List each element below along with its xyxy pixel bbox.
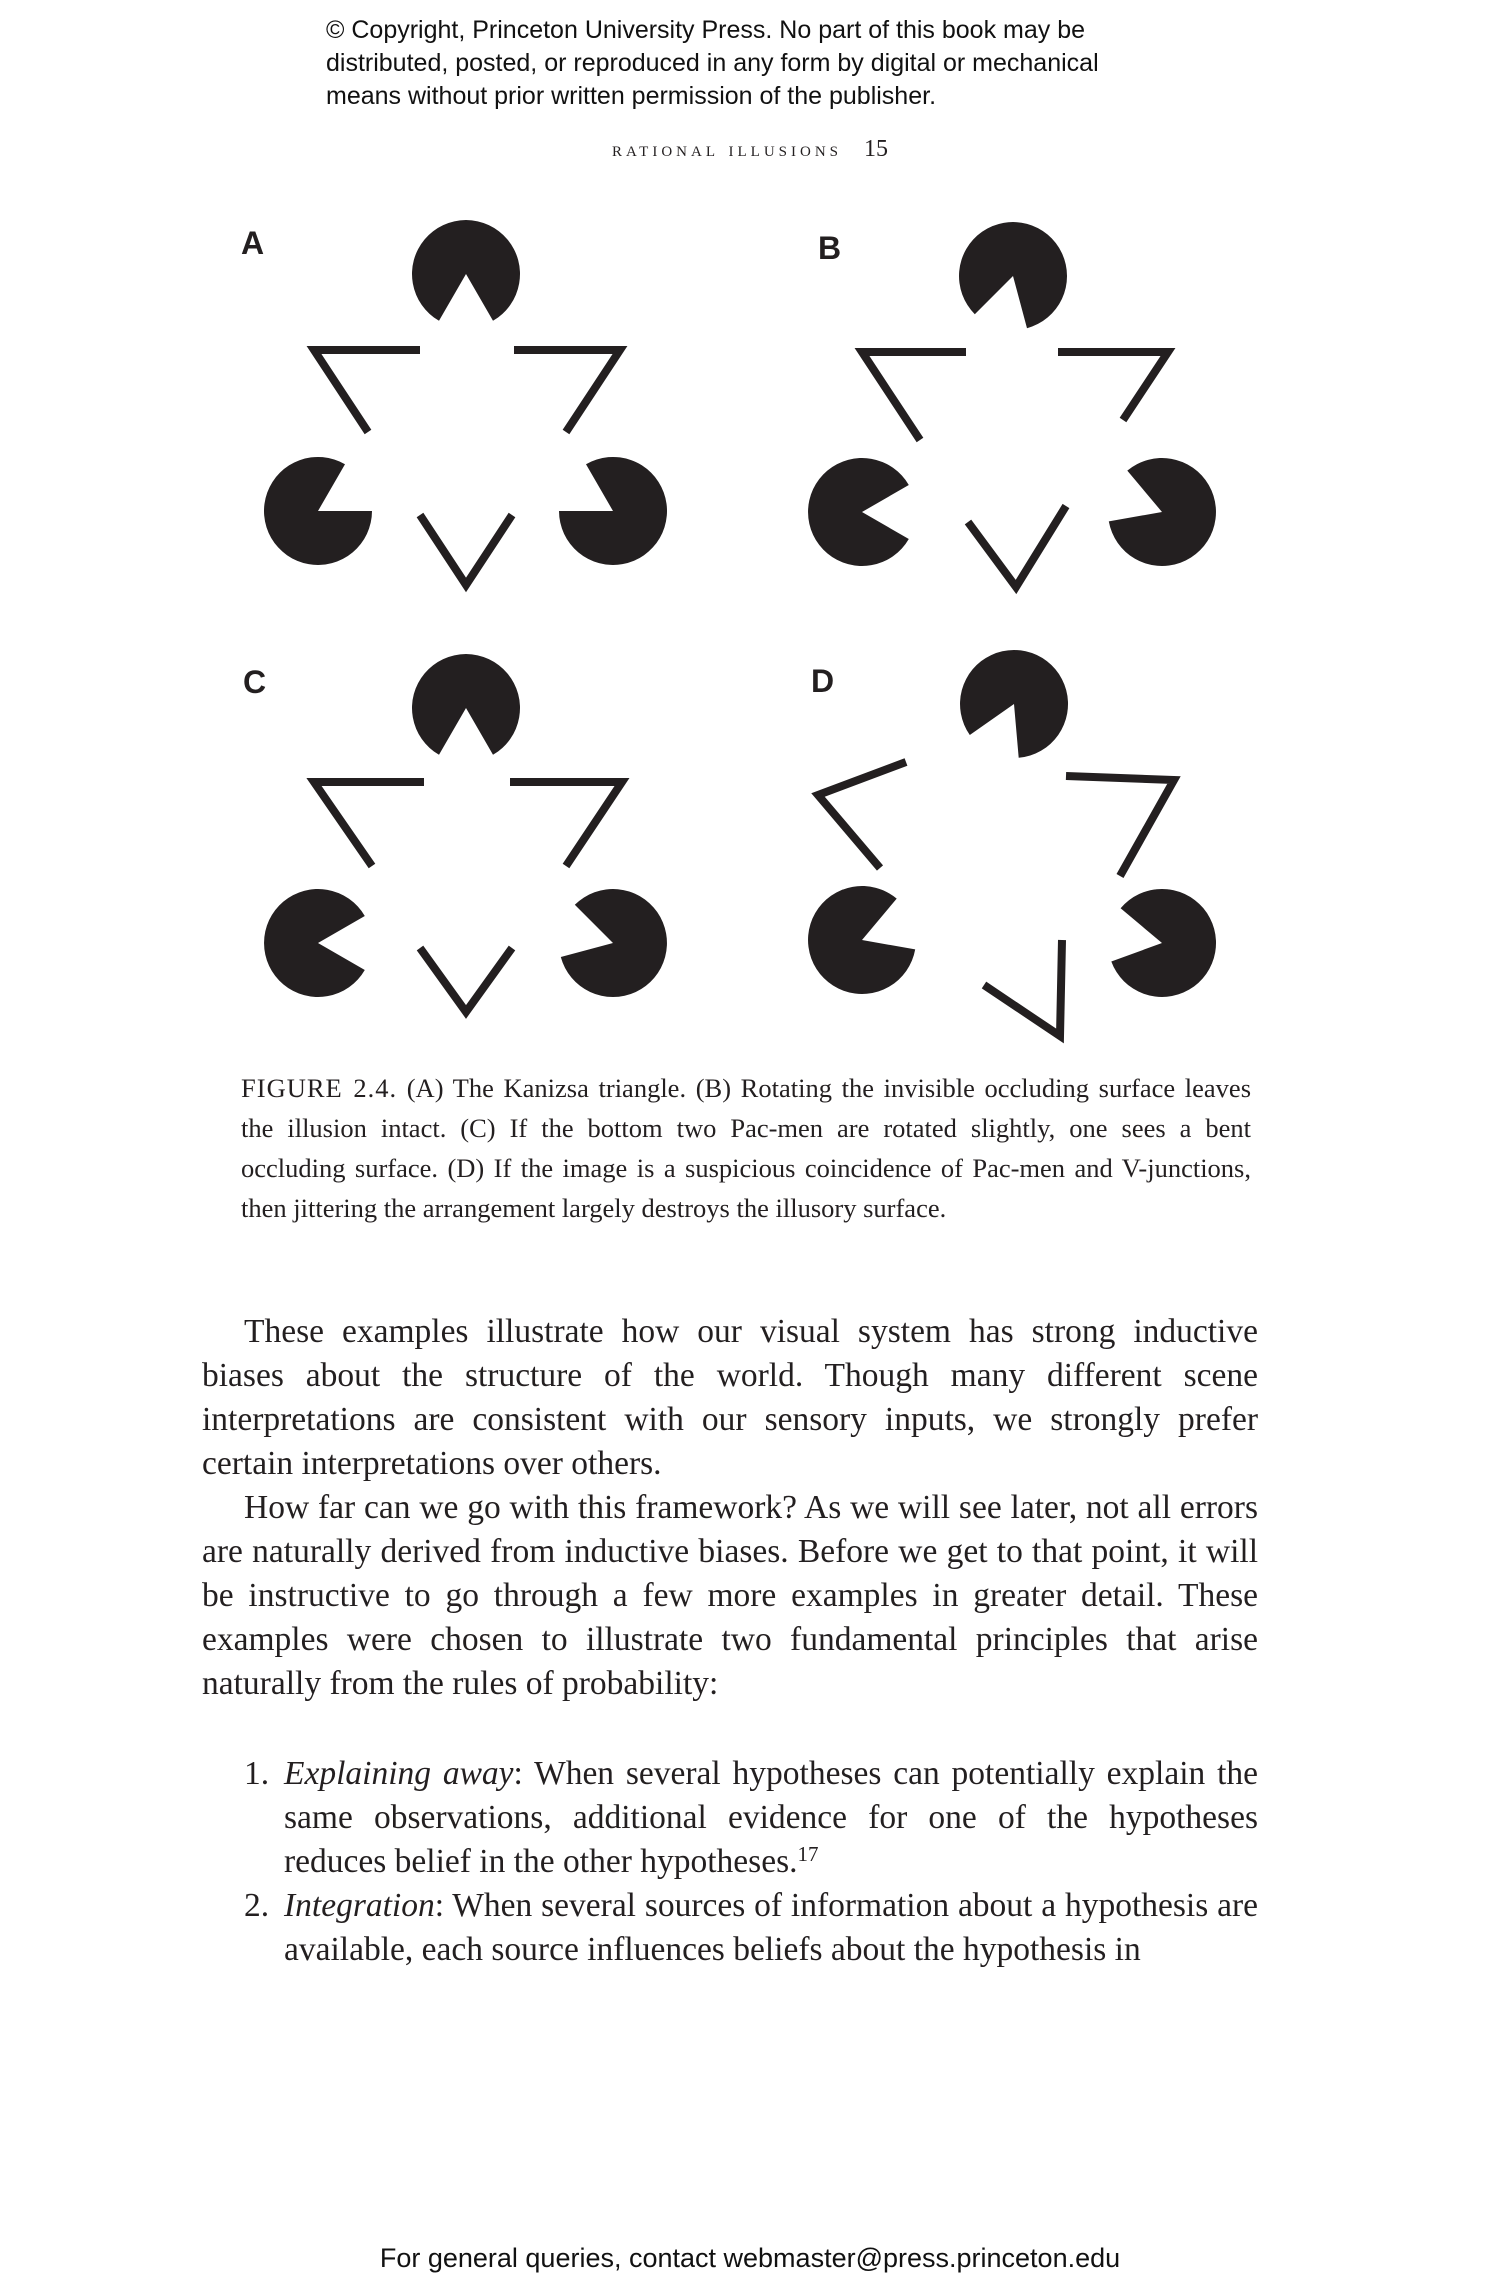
panel-label-d: D [811, 663, 835, 699]
body-paragraph-1: These examples illustrate how our visual system has strong inductive biases about the structure of the world. Though many different scene interpretations are consistent with our sensory inputs, we strongly prefer certain interpretations over others. [202, 1313, 1258, 1482]
body-paragraph-2: How far can we go with this framework? As we will see later, not all errors are naturally derived from inductive biases. Before we get to that point, it will be instructive to go through a few more examples in greater detail. These examples were chosen to illustrate two fundamental principles that arise naturally from the rules of probability: [202, 1489, 1258, 1702]
figure-illustration [0, 0, 1500, 1060]
panel-label-a: A [241, 225, 265, 261]
copyright-line-3: means without prior written permission of the publisher. [326, 82, 937, 110]
pacman-b-top [959, 222, 1067, 328]
figure-caption-label: FIGURE 2.4. [241, 1073, 398, 1103]
list-item-term: Integration [284, 1887, 435, 1924]
v-junction-b-left [862, 352, 966, 440]
v-junction-a-left [314, 350, 420, 432]
v-junction-d-bottom [984, 940, 1062, 1036]
principles-list [202, 1752, 1258, 1972]
list-item-number: 2. [244, 1887, 270, 1924]
pacman-c-top [412, 654, 520, 755]
list-item-term: Explaining away [284, 1755, 514, 1792]
list-item [202, 1752, 1258, 1884]
footer-contact: For general queries, contact webmaster@press.princeton.edu [379, 2243, 1121, 2273]
v-junction-a-right [514, 350, 620, 432]
figure-caption-text: (A) The Kanizsa triangle. (B) Rotating the invisible occluding surface leaves the illusion intact. (C) If the bottom two Pac-men are rotated slightly, one sees a bent occluding surface. (D) If the image is a suspicious coincidence of Pac-men and V-junctions, then jittering the arrangement largely destroys the illusory surface. [241, 1073, 1252, 1223]
v-junction-b-bottom [968, 506, 1066, 587]
v-junction-c-right [510, 782, 622, 866]
pacman-c-left [264, 889, 365, 997]
page-number: 15 [864, 136, 888, 162]
copyright-line-1: © Copyright, Princeton University Press. No part of this book may be [326, 16, 1086, 44]
figure-kanizsa [0, 0, 1500, 1060]
pacman-a-top [412, 220, 520, 321]
v-junction-c-bottom [420, 948, 512, 1012]
pacman-a-left [264, 457, 372, 565]
footnote-marker: 17 [797, 1842, 819, 1866]
v-junction-d-right [1066, 776, 1174, 876]
pacman-d-top [960, 650, 1068, 758]
pacman-d-left [808, 886, 915, 994]
pacman-b-right [1109, 458, 1216, 566]
v-junction-d-left [818, 762, 906, 868]
list-item-number: 1. [244, 1755, 270, 1792]
pacman-b-left [808, 458, 909, 566]
pacman-a-right [559, 457, 667, 565]
list-item-text: : When several hypotheses can potentially explain the same observations, additional evidence for one of the hypotheses reduces belief in the other hypotheses. [284, 1755, 1258, 1880]
v-junction-b-right [1058, 352, 1168, 420]
v-junction-c-left [314, 782, 424, 866]
pacman-shapes [264, 220, 1216, 997]
panel-label-c: C [243, 664, 267, 700]
list-item [202, 1884, 1258, 1972]
pacman-d-right [1111, 889, 1216, 997]
running-head-title: rational illusions [612, 136, 842, 161]
panel-label-b: B [818, 230, 842, 266]
list-item-text: : When several sources of information about a hypothesis are available, each source influences beliefs about the hypothesis in [284, 1887, 1258, 1968]
pacman-c-right [561, 889, 667, 997]
v-junction-a-bottom [420, 515, 512, 585]
copyright-line-2: distributed, posted, or reproduced in any form by digital or mechanical [326, 49, 1099, 77]
figure-caption [241, 1068, 1251, 1228]
